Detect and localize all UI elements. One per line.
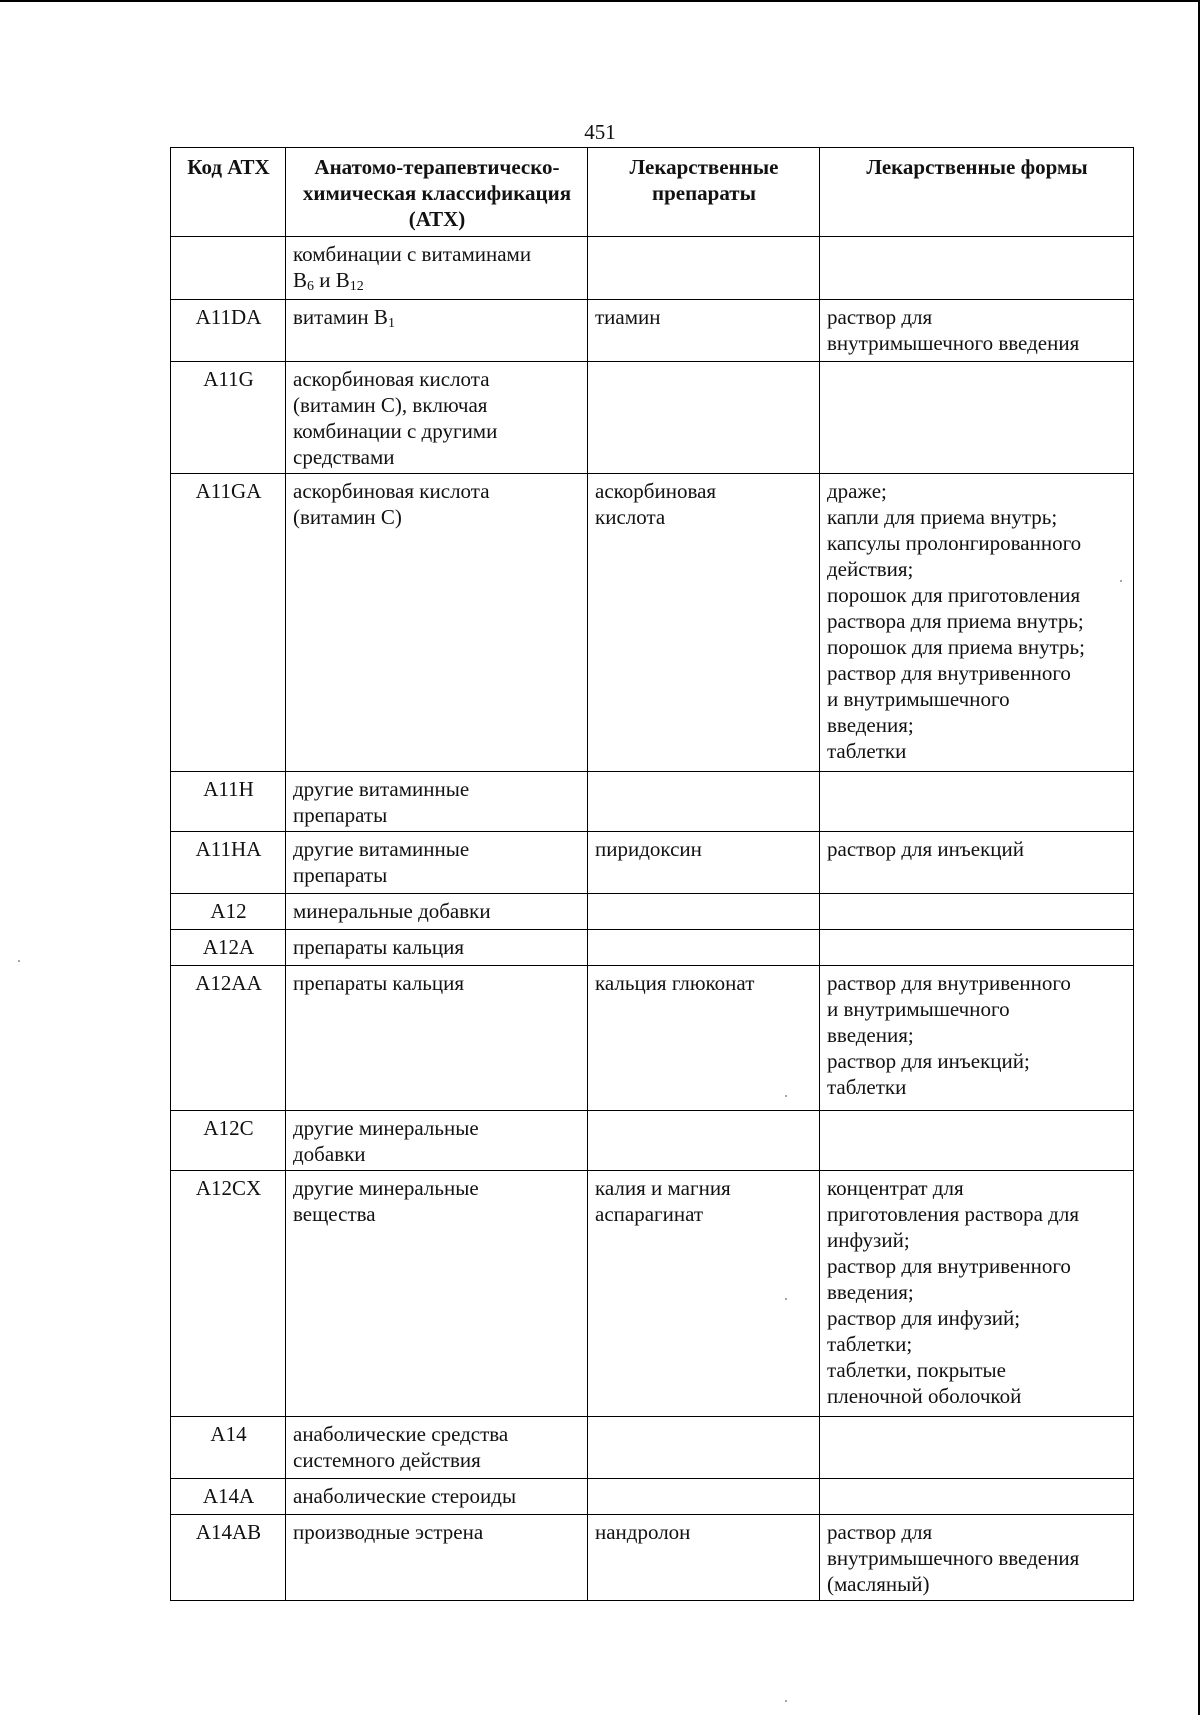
classification-line: минеральные добавки: [293, 899, 491, 923]
cell-drugs: [588, 930, 820, 966]
table-row: [171, 1515, 1134, 1601]
classification-line: аскорбиновая кислота: [293, 479, 490, 503]
form-line: таблетки: [827, 1075, 907, 1099]
cell-forms: [820, 362, 1134, 474]
form-line: раствор для инфузий;: [827, 1306, 1021, 1330]
drug-line: кальция глюконат: [595, 971, 755, 995]
cell-classification: [286, 894, 588, 930]
cell-classification: [286, 1515, 588, 1601]
table-row: [171, 772, 1134, 832]
cell-forms: [820, 237, 1134, 300]
scan-speck: [785, 1298, 787, 1300]
classification-line: (витамин С), включая: [293, 393, 488, 417]
classification-line: другие минеральные: [293, 1116, 479, 1140]
cell-forms: [820, 772, 1134, 832]
classification-line: (витамин С): [293, 505, 402, 529]
cell-classification: комбинации с витаминами $B_6$ и $B_{12}$: [286, 237, 588, 300]
form-line: раствор для инъекций: [827, 837, 1024, 861]
classification-line: средствами: [293, 445, 395, 469]
form-line: и внутримышечного: [827, 687, 1010, 711]
drug-line: нандролон: [595, 1520, 691, 1544]
form-line: (масляный): [827, 1572, 930, 1596]
header-classification: Анатомо-терапевтическо-химическая классификация (АТХ): [286, 148, 588, 237]
classification-line: системного действия: [293, 1448, 481, 1472]
cell-forms: [820, 930, 1134, 966]
drug-line: аскорбиновая: [595, 479, 717, 503]
cell-classification: [286, 1171, 588, 1417]
cell-drugs: [588, 237, 820, 300]
cell-classification: [286, 474, 588, 772]
table-row: [171, 1111, 1134, 1171]
classification-line: препараты кальция: [293, 971, 465, 995]
drug-line: кислота: [595, 505, 666, 529]
header-drugs: Лекарственные препараты: [588, 148, 820, 237]
cell-drugs: [588, 300, 820, 362]
table-row: [171, 1479, 1134, 1515]
cell-code: A12AA: [171, 966, 286, 1111]
cell-forms: [820, 966, 1134, 1111]
form-line: инфузий;: [827, 1228, 910, 1252]
form-line: введения;: [827, 1023, 914, 1047]
classification-line: препараты: [293, 803, 388, 827]
cell-code: A14: [171, 1417, 286, 1479]
cell-drugs: [588, 362, 820, 474]
cell-classification: [286, 1417, 588, 1479]
form-line: действия;: [827, 557, 914, 581]
form-line: раствор для внутривенного: [827, 661, 1071, 685]
cell-drugs: [588, 1515, 820, 1601]
cell-drugs: [588, 1111, 820, 1171]
cell-drugs: [588, 1171, 820, 1417]
cell-code: A11DA: [171, 300, 286, 362]
table-row: [171, 930, 1134, 966]
form-line: раствор для внутривенного: [827, 1254, 1071, 1278]
classification-line: препараты: [293, 863, 388, 887]
cell-forms: [820, 1111, 1134, 1171]
cell-drugs: [588, 832, 820, 894]
cell-forms: [820, 894, 1134, 930]
form-line: раствор для внутривенного: [827, 971, 1071, 995]
form-line: порошок для приготовления: [827, 583, 1081, 607]
form-line: капли для приема внутрь;: [827, 505, 1058, 529]
drug-line: пиридоксин: [595, 837, 702, 861]
cell-code: A12CX: [171, 1171, 286, 1417]
form-line: внутримышечного введения: [827, 1546, 1080, 1570]
scan-speck: [1120, 580, 1122, 582]
classification-line: добавки: [293, 1142, 366, 1166]
classification-line: комбинации с другими: [293, 419, 498, 443]
cell-drugs: [588, 966, 820, 1111]
classification-line: вещества: [293, 1202, 376, 1226]
form-line: внутримышечного введения: [827, 331, 1080, 355]
table-body: [171, 237, 1134, 1601]
form-line: концентрат для: [827, 1176, 964, 1200]
drug-line: аспарагинат: [595, 1202, 704, 1226]
table-row: [171, 894, 1134, 930]
cell-classification: [286, 832, 588, 894]
cell-drugs: [588, 474, 820, 772]
table-row: [171, 300, 1134, 362]
table-row: [171, 1417, 1134, 1479]
cell-drugs: [588, 1417, 820, 1479]
classification-line: аскорбиновая кислота: [293, 367, 490, 391]
table-header-row: [171, 148, 1134, 237]
cell-code: A11HA: [171, 832, 286, 894]
cell-code: A11H: [171, 772, 286, 832]
form-line: и внутримышечного: [827, 997, 1010, 1021]
scan-edge-top: [0, 0, 1200, 2]
cell-classification: витамин $B_1$: [286, 300, 588, 362]
cell-code: A12: [171, 894, 286, 930]
drug-line: тиамин: [595, 305, 661, 329]
form-line: капсулы пролонгированного: [827, 531, 1082, 555]
form-line: таблетки;: [827, 1332, 913, 1356]
form-line: таблетки, покрытые: [827, 1358, 1006, 1382]
header-code: Код АТХ: [171, 148, 286, 237]
classification-line: анаболические средства: [293, 1422, 509, 1446]
cell-drugs: [588, 1479, 820, 1515]
form-line: пленочной оболочкой: [827, 1384, 1022, 1408]
scan-speck: [18, 960, 20, 962]
atx-table: [170, 147, 1134, 1601]
form-line: раствор для: [827, 305, 933, 329]
cell-classification: [286, 772, 588, 832]
table-row: [171, 362, 1134, 474]
form-line: раствор для инъекций;: [827, 1049, 1030, 1073]
form-line: введения;: [827, 1280, 914, 1304]
form-line: таблетки: [827, 739, 907, 763]
cell-classification: [286, 1111, 588, 1171]
cell-classification: [286, 362, 588, 474]
table-row: [171, 832, 1134, 894]
cell-forms: [820, 300, 1134, 362]
cell-forms: [820, 1417, 1134, 1479]
classification-line: препараты кальция: [293, 935, 465, 959]
cell-classification: [286, 1479, 588, 1515]
classification-line: другие витаминные: [293, 837, 470, 861]
cell-forms: [820, 1171, 1134, 1417]
classification-line: другие минеральные: [293, 1176, 479, 1200]
table-row: [171, 966, 1134, 1111]
scan-speck: [785, 1700, 787, 1702]
table-row: [171, 474, 1134, 772]
cell-drugs: [588, 894, 820, 930]
header-forms: Лекарственные формы: [820, 148, 1134, 237]
cell-forms: [820, 832, 1134, 894]
cell-drugs: [588, 772, 820, 832]
table-row: [171, 1171, 1134, 1417]
drug-line: калия и магния: [595, 1176, 731, 1200]
form-line: раствор для: [827, 1520, 933, 1544]
cell-classification: [286, 966, 588, 1111]
form-line: приготовления раствора для: [827, 1202, 1079, 1226]
scan-speck: [785, 1095, 787, 1097]
cell-classification: [286, 930, 588, 966]
table-row: [171, 237, 1134, 300]
cell-code: A14AB: [171, 1515, 286, 1601]
form-line: раствора для приема внутрь;: [827, 609, 1084, 633]
cell-code: [171, 237, 286, 300]
classification-line: производные эстрена: [293, 1520, 484, 1544]
cell-forms: [820, 1515, 1134, 1601]
cell-code: A11GA: [171, 474, 286, 772]
cell-code: A11G: [171, 362, 286, 474]
classification-line: анаболические стероиды: [293, 1484, 517, 1508]
page-number: 451: [584, 120, 616, 144]
cell-code: A14A: [171, 1479, 286, 1515]
classification-line: другие витаминные: [293, 777, 470, 801]
form-line: порошок для приема внутрь;: [827, 635, 1085, 659]
cell-forms: [820, 474, 1134, 772]
form-line: драже;: [827, 479, 887, 503]
cell-forms: [820, 1479, 1134, 1515]
cell-code: A12A: [171, 930, 286, 966]
form-line: введения;: [827, 713, 914, 737]
cell-code: A12C: [171, 1111, 286, 1171]
